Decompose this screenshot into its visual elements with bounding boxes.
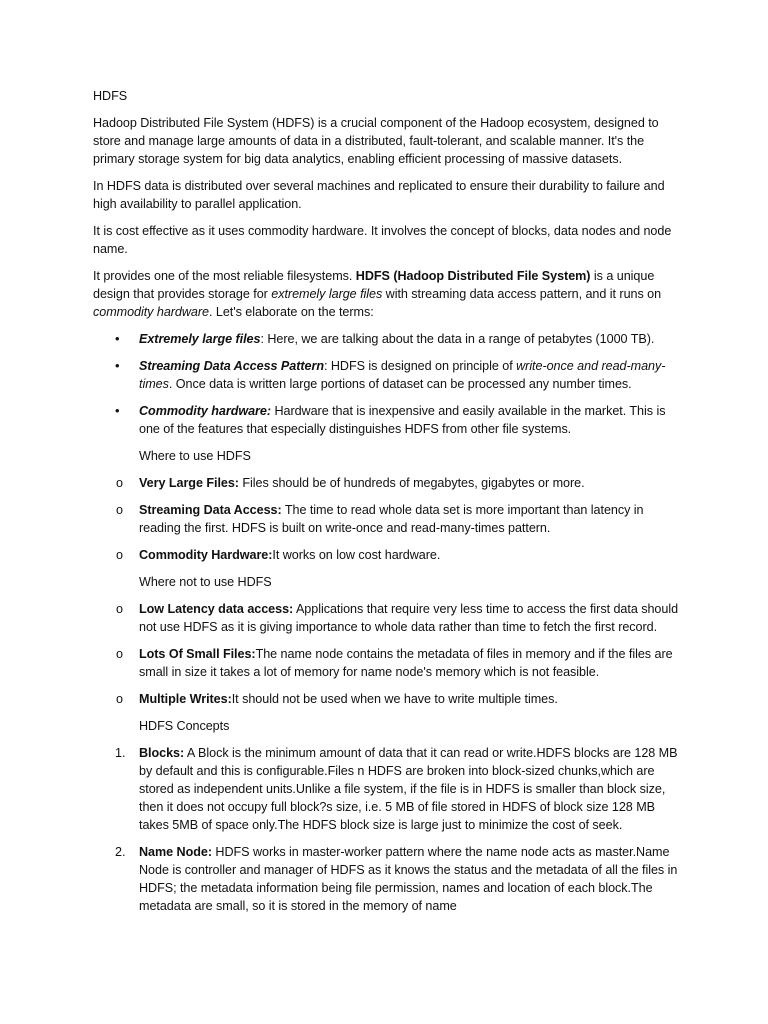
- list-item: [93, 645, 683, 681]
- term-text: The time to read whole data set is more important than latency in reading the first. HDFS is built on write-once and read-many-times pattern.: [139, 503, 644, 535]
- term-label: Name Node:: [139, 845, 212, 859]
- term-label: Extremely large files: [139, 332, 261, 346]
- list-item: [93, 690, 683, 708]
- term-label: Multiple Writes:: [139, 692, 232, 706]
- term-label: Low Latency data access:: [139, 602, 294, 616]
- document-page: [93, 87, 683, 924]
- where-not-to-use-heading: Where not to use HDFS: [139, 575, 272, 589]
- list-item: [93, 402, 683, 438]
- term-text: The name node contains the metadata of files in memory and if the files are small in size it takes a lot of memory for name node's memory which is not feasible.: [139, 647, 673, 679]
- circle-marker: o: [116, 692, 123, 706]
- where-to-use-list: [93, 474, 683, 564]
- bold-run: HDFS (Hadoop Distributed File System): [355, 269, 591, 283]
- intro-paragraph: Hadoop Distributed File System (HDFS) is a crucial component of the Hadoop ecosystem, designed to store and manage large amounts of data in a distributed, fault-tolerant, and scalable manner. It's the primary storage system for big data analytics, enabling efficient processing of massive datasets.: [93, 116, 659, 166]
- distribution-paragraph: In HDFS data is distributed over several machines and replicated to ensure their durability to failure and high availability to parallel application.: [93, 179, 665, 211]
- circle-marker: o: [116, 602, 123, 616]
- bullet-marker: •: [115, 403, 120, 418]
- term-text: HDFS works in master-worker pattern where the name node acts as master.Name Node is controller and manager of HDFS as it knows the status and the metadata of all the files in HDFS; the metadata information being file permission, names and location of each block.The metadata are small, so it is stored in the memory of name: [139, 845, 678, 913]
- list-item: [93, 843, 683, 915]
- term-label: Commodity Hardware:: [139, 548, 273, 562]
- text-run: with streaming data access pattern, and it runs on: [382, 287, 662, 301]
- list-item: [93, 330, 683, 348]
- text-run: is a unique design that provides storage for: [93, 269, 655, 301]
- list-item: [93, 357, 683, 393]
- bullet-marker: •: [115, 358, 120, 373]
- list-item: [93, 546, 683, 564]
- term-label: Blocks:: [139, 746, 185, 760]
- circle-marker: o: [116, 503, 123, 517]
- where-to-use-heading: Where to use HDFS: [139, 449, 251, 463]
- term-label: Very Large Files:: [139, 476, 239, 490]
- term-text: It should not be used when we have to write multiple times.: [231, 692, 558, 706]
- number-marker: 2.: [115, 845, 126, 859]
- italic-run: commodity hardware: [93, 305, 209, 319]
- term-text: Applications that require very less time to access the first data should not use HDFS as it is giving importance to whole data rather than time to fetch the first record.: [139, 602, 679, 634]
- term-text: It works on low cost hardware.: [272, 548, 441, 562]
- term-label: Lots Of Small Files:: [139, 647, 256, 661]
- circle-marker: o: [116, 476, 123, 490]
- concepts-numbered-list: [93, 744, 683, 915]
- list-item: [93, 744, 683, 834]
- bullet-marker: •: [115, 331, 120, 346]
- term-text: : HDFS is designed on principle of: [323, 359, 517, 373]
- italic-run: write-once and read-many-times: [139, 359, 666, 391]
- list-item: [93, 501, 683, 537]
- term-label: Streaming Data Access Pattern: [139, 359, 324, 373]
- term-text: Hardware that is inexpensive and easily available in the market. This is one of the features that especially distinguishes HDFS from other file systems.: [139, 404, 666, 436]
- number-marker: 1.: [115, 746, 126, 760]
- text-run: It provides one of the most reliable filesystems.: [93, 269, 356, 283]
- term-text: : Here, we are talking about the data in a range of petabytes (1000 TB).: [260, 332, 655, 346]
- term-text: Files should be of hundreds of megabytes, gigabytes or more.: [238, 476, 585, 490]
- where-not-to-use-list: [93, 600, 683, 708]
- circle-marker: o: [116, 548, 123, 562]
- cost-paragraph: It is cost effective as it uses commodity hardware. It involves the concept of blocks, data nodes and node name.: [93, 224, 672, 256]
- concepts-heading: HDFS Concepts: [139, 719, 230, 733]
- term-label: Streaming Data Access:: [139, 503, 282, 517]
- terms-bullet-list: [93, 330, 683, 438]
- term-text: A Block is the minimum amount of data that it can read or write.HDFS blocks are 128 MB by default and this is configurable.Files n HDFS are broken into block-sized chunks,which are stored as independent units.Unlike a file system, if the file is in HDFS is smaller than block size, then it does not occupy full block?s size, i.e. 5 MB of file stored in HDFS of block size 128 MB takes 5MB of space only.The HDFS block size is large just to minimize the cost of seek.: [139, 746, 678, 832]
- reliability-paragraph: [93, 267, 683, 321]
- term-text: . Once data is written large portions of dataset can be processed any number times.: [168, 377, 632, 391]
- list-item: [93, 474, 683, 492]
- document-title: HDFS: [93, 89, 128, 103]
- italic-run: extremely large files: [271, 287, 383, 301]
- circle-marker: o: [116, 647, 123, 661]
- list-item: [93, 600, 683, 636]
- term-label: Commodity hardware:: [139, 404, 272, 418]
- text-run: . Let's elaborate on the terms:: [209, 305, 374, 319]
